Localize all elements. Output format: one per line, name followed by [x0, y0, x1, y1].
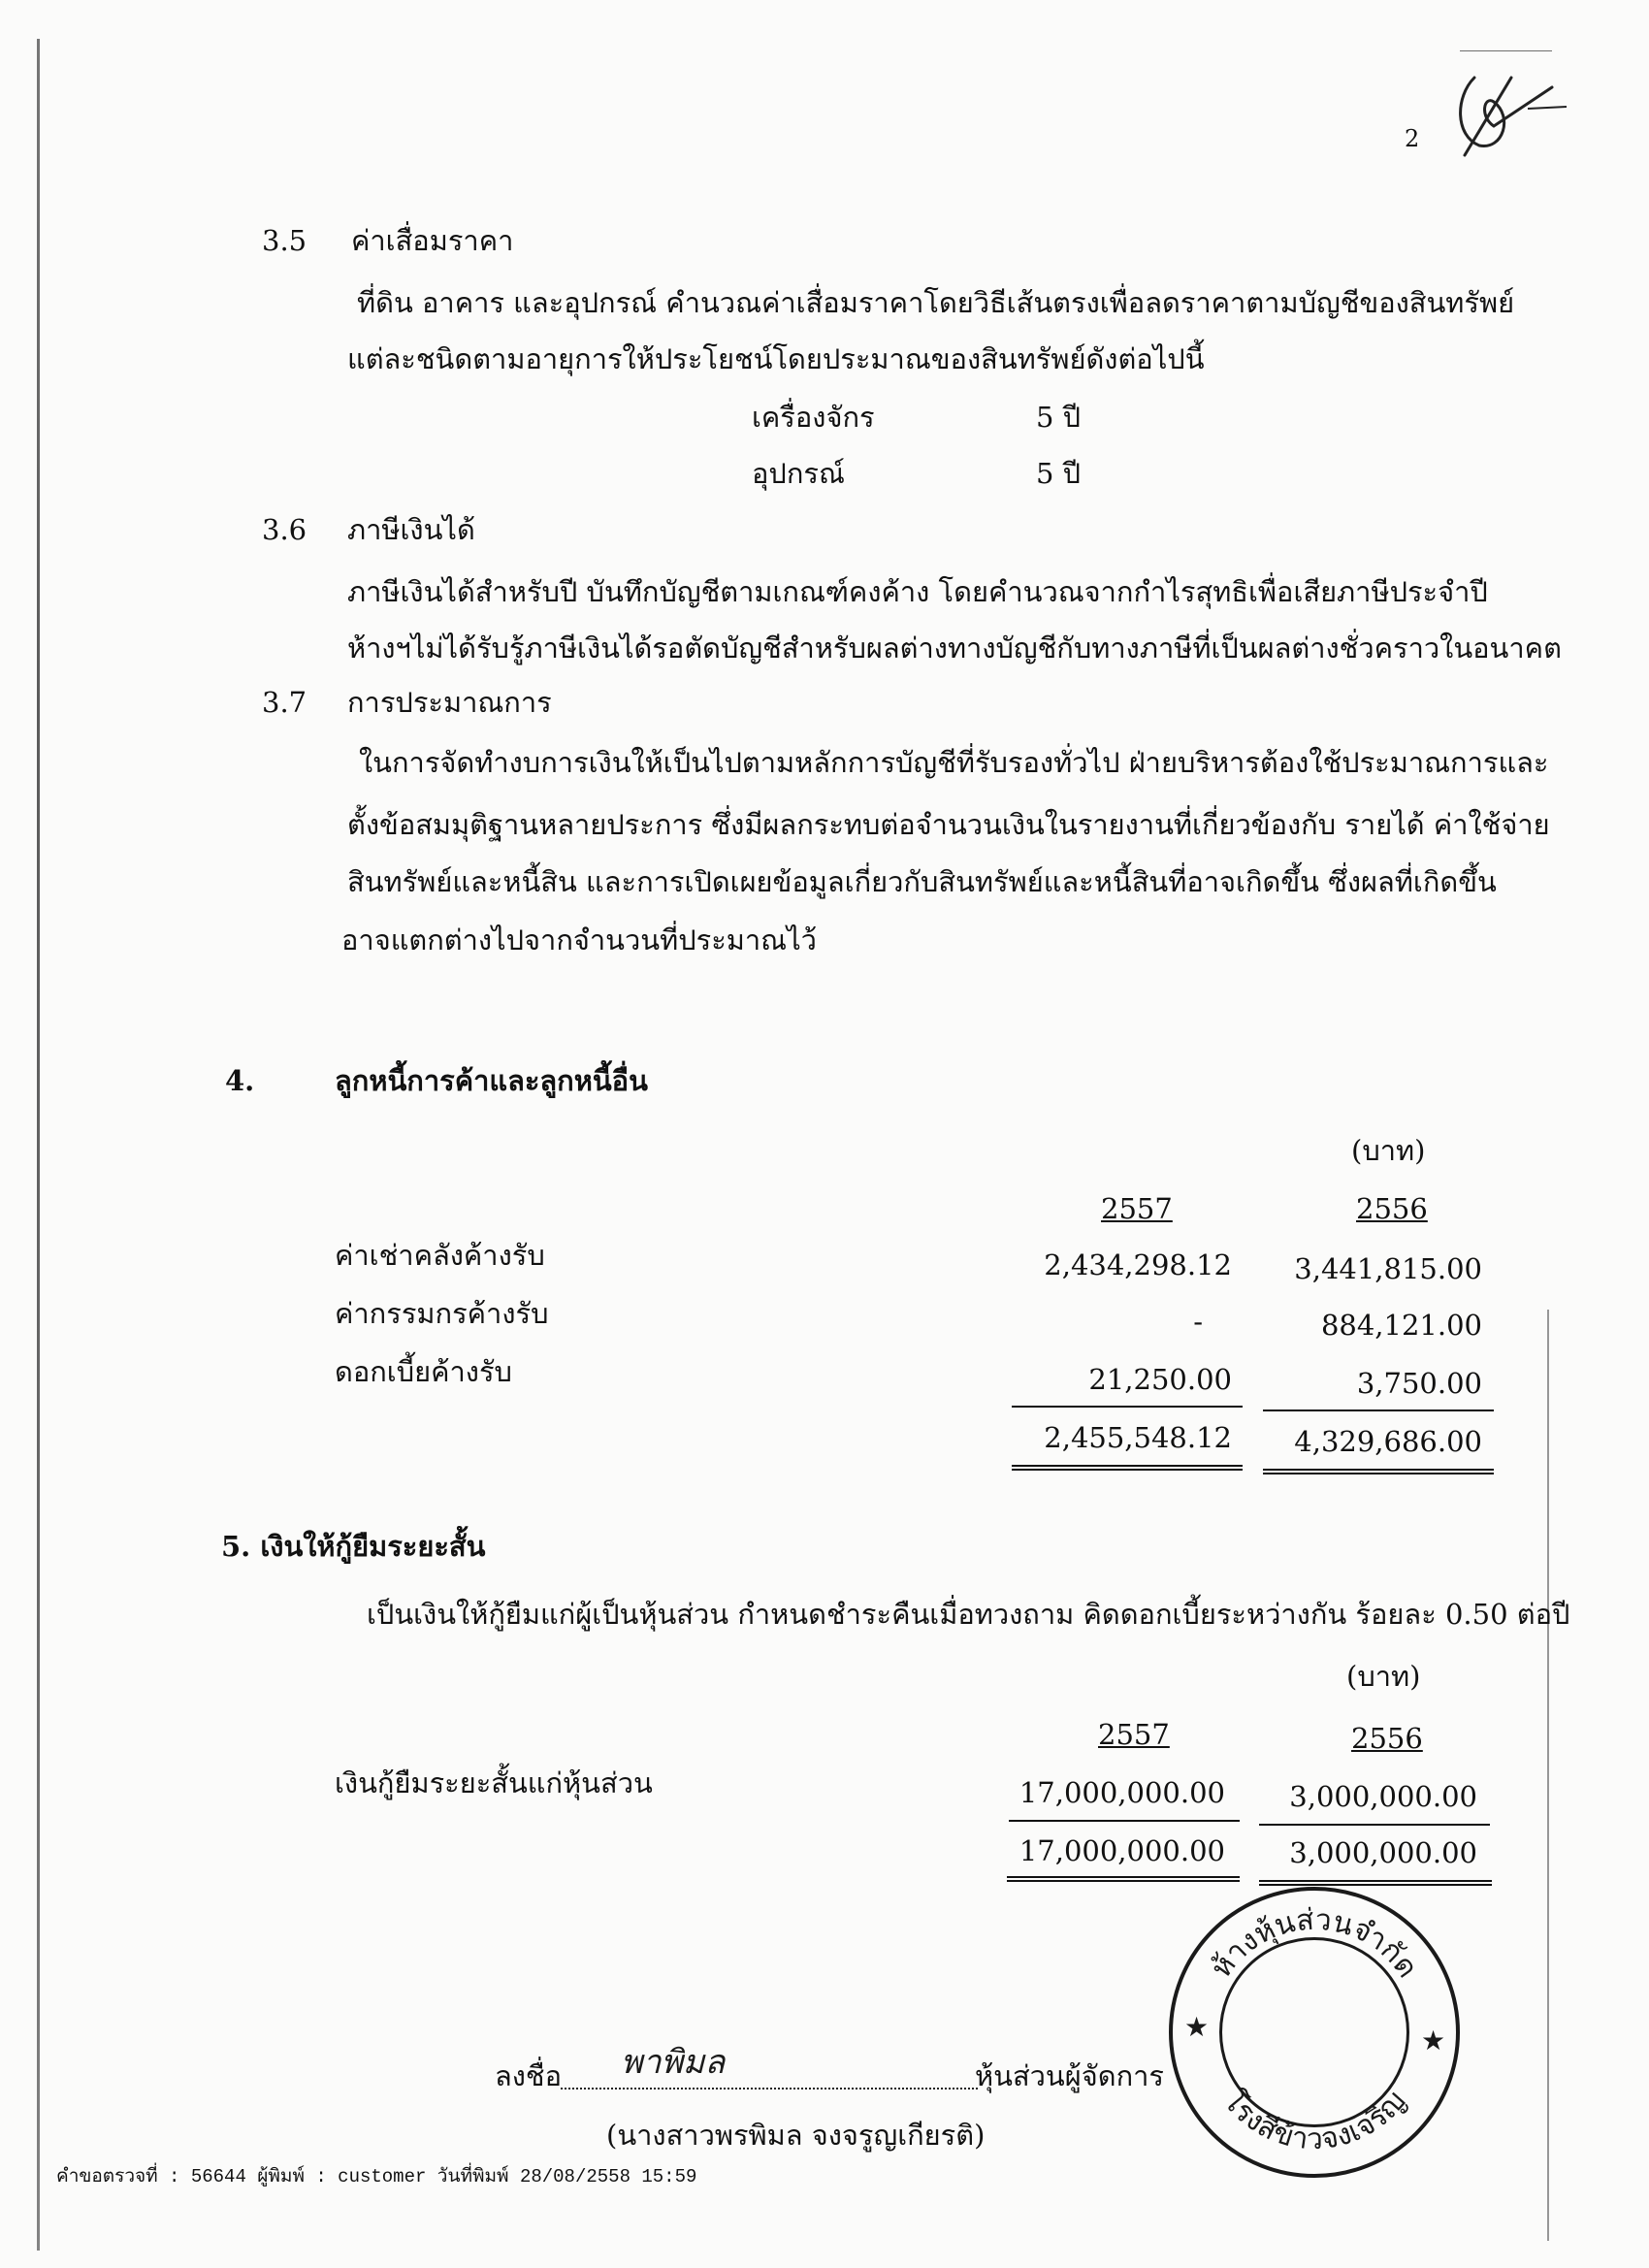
s35-item-life: 5 ปี	[1036, 401, 1082, 434]
s36-number: 3.6	[262, 513, 307, 546]
s5-total-2557: 17,000,000.00	[1018, 1834, 1225, 1867]
total-double-rule	[1259, 1880, 1492, 1886]
s5-title: 5. เงินให้กู้ยืมระยะสั้น	[221, 1530, 486, 1563]
initials-mark-icon	[1436, 58, 1571, 165]
s4-col-2556: 2556	[1356, 1192, 1428, 1225]
s4-total-2557: 2,455,548.12	[1044, 1421, 1232, 1454]
signature-prefix: ลงชื่อ	[495, 2059, 563, 2092]
s5-row-value-2557: 17,000,000.00	[1018, 1776, 1225, 1809]
s35-item-name: อุปกรณ์	[752, 457, 845, 490]
total-double-rule	[1263, 1469, 1494, 1474]
s4-row-label: ดอกเบี้ยค้างรับ	[335, 1355, 512, 1388]
scan-edge-right	[1547, 1310, 1549, 2241]
s5-unit: (บาท)	[1346, 1660, 1421, 1693]
s37-line1: ในการจัดทำงบการเงินให้เป็นไปตามหลักการบัญชีที่รับรองทั่วไป ฝ่ายบริหารต้องใช้ประมาณการและ	[359, 746, 1549, 779]
s4-total-2556: 4,329,686.00	[1294, 1425, 1482, 1458]
print-footer: คำขอตรวจที่ : 56644 ผู้พิมพ์ : customer วันที่พิมพ์ 28/08/2558 15:59	[56, 2166, 697, 2187]
s37-line3: สินทรัพย์และหนี้สิน และการเปิดเผยข้อมูลเกี่ยวกับสินทรัพย์และหนี้สินที่อาจเกิดขึ้น ซึ่งผลที่เกิดขึ้น	[347, 865, 1497, 898]
s35-item-life: 5 ปี	[1036, 457, 1082, 490]
s5-row-label: เงินกู้ยืมระยะสั้นแก่หุ้นส่วน	[335, 1766, 653, 1799]
s35-number: 3.5	[262, 224, 307, 257]
s4-row-value-2557: -	[1193, 1305, 1203, 1338]
s4-row-value-2556: 3,441,815.00	[1294, 1252, 1482, 1285]
s35-item-name: เครื่องจักร	[752, 401, 875, 434]
subtotal-rule	[1263, 1409, 1494, 1411]
s4-title: ลูกหนี้การค้าและลูกหนี้อื่น	[335, 1064, 648, 1097]
s4-row-value-2556: 3,750.00	[1356, 1367, 1482, 1400]
subtotal-rule	[1259, 1824, 1490, 1826]
s5-col-2557: 2557	[1098, 1718, 1170, 1751]
total-double-rule	[1007, 1876, 1240, 1882]
total-double-rule	[1012, 1465, 1243, 1471]
svg-text:ห้างหุ้นส่วนจำกัด	[1205, 1903, 1425, 1985]
scan-edge-left	[37, 39, 40, 2251]
star-icon: ★	[1421, 2025, 1446, 2057]
s4-row-value-2557: 2,434,298.12	[1044, 1248, 1232, 1281]
s37-title: การประมาณการ	[347, 686, 552, 719]
margin-mark	[1460, 50, 1552, 51]
s5-row-value-2556: 3,000,000.00	[1289, 1780, 1477, 1813]
s37-line4: อาจแตกต่างไปจากจำนวนที่ประมาณไว้	[341, 923, 817, 956]
s5-col-2556: 2556	[1351, 1722, 1423, 1755]
svg-text:โรงสีข้าวจงเจริญ	[1216, 2084, 1412, 2156]
s37-line2: ตั้งข้อสมมุติฐานหลายประการ ซึ่งมีผลกระทบต่อจำนวนเงินในรายงานที่เกี่ยวข้องกับ รายได้ ค่าใช้จ่าย	[347, 808, 1550, 841]
s35-line2: แต่ละชนิดตามอายุการให้ประโยชน์โดยประมาณของสินทรัพย์ดังต่อไปนี้	[347, 342, 1205, 375]
star-icon: ★	[1184, 2011, 1210, 2043]
page-number: 2	[1405, 125, 1420, 152]
subtotal-rule	[1009, 1820, 1240, 1822]
s37-number: 3.7	[262, 686, 307, 719]
signature-role: หุ้นส่วนผู้จัดการ	[975, 2059, 1164, 2092]
seal-bottom-text: โรงสีข้าวจงเจริญ	[1215, 2084, 1413, 2157]
s4-unit: (บาท)	[1351, 1134, 1426, 1167]
s4-row-value-2556: 884,121.00	[1320, 1309, 1482, 1342]
s4-col-2557: 2557	[1101, 1192, 1173, 1225]
s4-row-label: ค่าเช่าคลังค้างรับ	[335, 1239, 545, 1272]
seal-text-ring	[1173, 1891, 1456, 2174]
seal-top-text: ห้างหุ้นส่วนจำกัด	[1204, 1902, 1425, 1985]
s5-description: เป็นเงินให้กู้ยืมแก่ผู้เป็นหุ้นส่วน กำหนดชำระคืนเมื่อทวงถาม คิดดอกเบี้ยระหว่างกัน ร้อยละ 0.50 ต่อปี	[367, 1598, 1570, 1631]
s5-total-2556: 3,000,000.00	[1289, 1836, 1477, 1869]
s4-number: 4.	[225, 1064, 255, 1097]
s35-line1: ที่ดิน อาคาร และอุปกรณ์ คำนวณค่าเสื่อมราคาโดยวิธีเส้นตรงเพื่อลดราคาตามบัญชีของสินทรัพย์	[357, 286, 1515, 319]
s4-row-value-2557: 21,250.00	[1088, 1363, 1232, 1396]
company-seal	[1169, 1887, 1460, 2178]
s36-line1: ภาษีเงินได้สำหรับปี บันทึกบัญชีตามเกณฑ์คงค้าง โดยคำนวณจากกำไรสุทธิเพื่อเสียภาษีประจำปี	[347, 575, 1488, 608]
s36-title: ภาษีเงินได้	[347, 513, 475, 546]
s4-row-label: ค่ากรรมกรค้างรับ	[335, 1297, 549, 1330]
handwritten-signature: พาพิมล	[621, 2043, 726, 2082]
s36-line2: ห้างฯไม่ได้รับรู้ภาษีเงินได้รอตัดบัญชีสำหรับผลต่างทางบัญชีกับทางภาษีที่เป็นผลต่างชั่วคราวในอนาคต	[347, 632, 1562, 664]
s35-title: ค่าเสื่อมราคา	[351, 224, 514, 257]
signatory-name: (นางสาวพรพิมล จงจรูญเกียรติ)	[606, 2119, 986, 2152]
subtotal-rule	[1012, 1406, 1243, 1408]
